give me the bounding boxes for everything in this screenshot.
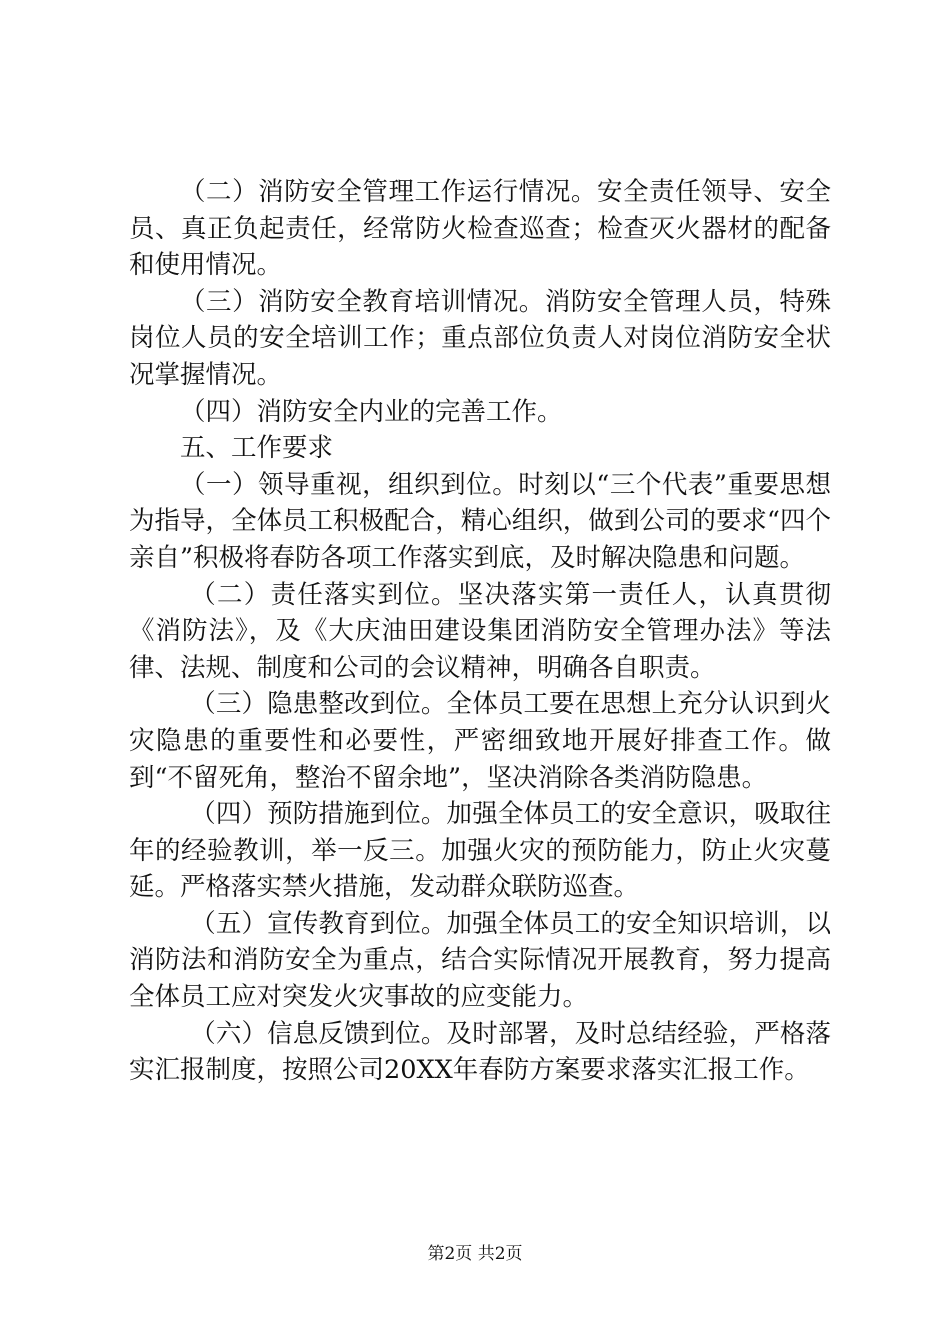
paragraph-responsibility: （二）责任落实到位。坚决落实第一责任人，认真贯彻《消防法》，及《大庆油田建设集团消防安全管理办法》等法律、法规、制度和公司的会议精神，明确各自职责。 <box>129 579 831 683</box>
page-number-footer: 第2页 共2页 <box>427 1244 523 1264</box>
document-body <box>129 174 831 1089</box>
paragraph-fire-safety-training: （三）消防安全教育培训情况。消防安全管理人员，特殊岗位人员的安全培训工作；重点部位负责人对岗位消防安全状况掌握情况。 <box>129 286 831 390</box>
paragraph-fire-safety-management: （二）消防安全管理工作运行情况。安全责任领导、安全员、真正负起责任，经常防火检查巡查；检查灭火器材的配备和使用情况。 <box>129 177 831 281</box>
section-heading-work-requirements: 五、工作要求 <box>180 433 334 464</box>
paragraph-internal-work: （四）消防安全内业的完善工作。 <box>180 396 563 427</box>
paragraph-information-feedback: （六）信息反馈到位。及时部署，及时总结经验，严格落实汇报制度，按照公司20XX年春防方案要求落实汇报工作。 <box>129 1018 831 1086</box>
paragraph-prevention-measures: （四）预防措施到位。加强全体员工的安全意识，吸取往年的经验教训，举一反三。加强火灾的预防能力，防止火灾蔓延。严格落实禁火措施，发动群众联防巡查。 <box>129 799 831 903</box>
paragraph-leadership: （一）领导重视，组织到位。时刻以“三个代表”重要思想为指导，全体员工积极配合，精心组织，做到公司的要求“四个亲自”积极将春防各项工作落实到底，及时解决隐患和问题。 <box>129 469 831 573</box>
paragraph-hazard-rectification: （三）隐患整改到位。全体员工要在思想上充分认识到火灾隐患的重要性和必要性，严密细致地开展好排查工作。做到“不留死角，整治不留余地”，坚决消除各类消防隐患。 <box>129 689 831 793</box>
paragraph-publicity-education: （五）宣传教育到位。加强全体员工的安全知识培训，以消防法和消防安全为重点，结合实际情况开展教育，努力提高全体员工应对突发火灾事故的应变能力。 <box>129 908 831 1013</box>
